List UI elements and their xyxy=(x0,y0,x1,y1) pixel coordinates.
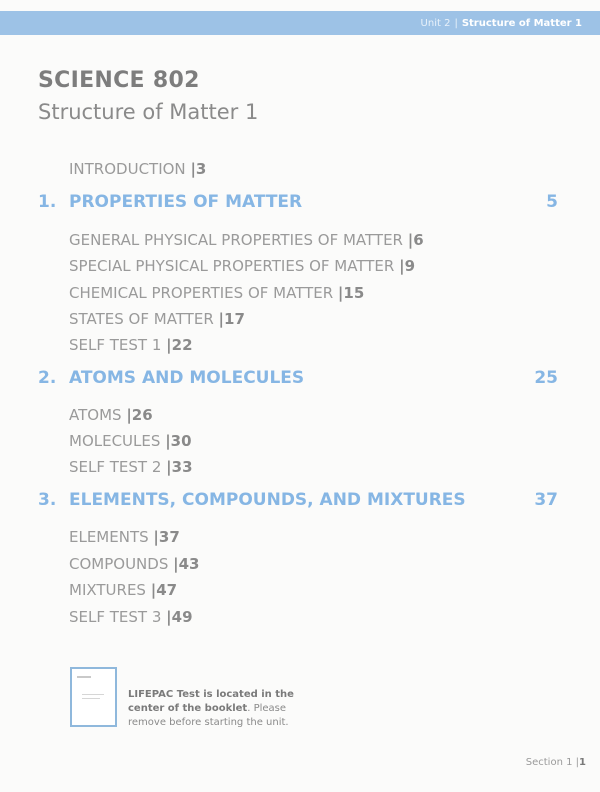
toc-entry[interactable] xyxy=(69,310,245,328)
toc-entry-label: MIXTURES xyxy=(69,581,146,599)
toc-entry-label: SELF TEST 1 xyxy=(69,336,162,354)
header-bar xyxy=(0,11,600,35)
toc-entry-page: |49 xyxy=(166,608,193,626)
toc-entry[interactable] xyxy=(69,336,193,354)
toc-entry-page: |43 xyxy=(173,555,200,573)
section-number: 1. xyxy=(38,192,57,212)
section-title: ELEMENTS, COMPOUNDS, AND MIXTURES xyxy=(69,490,466,510)
toc-entry-label: SELF TEST 2 xyxy=(69,458,162,476)
document-subtitle: Structure of Matter 1 xyxy=(38,100,259,124)
note-text: . Please remove before starting the unit. xyxy=(128,703,289,728)
toc-entry[interactable] xyxy=(69,231,424,249)
booklet-text-line xyxy=(82,694,104,695)
toc-entry[interactable] xyxy=(69,432,192,450)
header-separator: | xyxy=(454,17,458,29)
note-bold-text: LIFEPAC Test is located in the center of the booklet xyxy=(128,689,294,714)
section-title: PROPERTIES OF MATTER xyxy=(69,192,303,212)
page-footer xyxy=(526,757,586,768)
section-title: ATOMS AND MOLECULES xyxy=(69,368,305,388)
section-page: 37 xyxy=(534,490,558,510)
document-title: SCIENCE 802 xyxy=(38,68,200,93)
test-booklet-icon xyxy=(70,667,117,727)
toc-entry-page: |3 xyxy=(190,160,207,178)
toc-entry-label: SPECIAL PHYSICAL PROPERTIES OF MATTER xyxy=(69,257,395,275)
toc-entry-label: MOLECULES xyxy=(69,432,161,450)
section-page: 5 xyxy=(546,192,558,212)
section-number: 3. xyxy=(38,490,57,510)
toc-entry-label: ATOMS xyxy=(69,406,122,424)
booklet-text-line xyxy=(82,698,100,699)
header-unit: Unit 2 xyxy=(420,17,451,29)
toc-entry-label: STATES OF MATTER xyxy=(69,310,214,328)
toc-entry[interactable] xyxy=(69,581,177,599)
lifepac-test-note xyxy=(128,688,308,730)
toc-section-3[interactable] xyxy=(38,490,558,510)
toc-entry[interactable] xyxy=(69,458,193,476)
toc-entry-introduction[interactable] xyxy=(69,160,206,178)
toc-entry-label: ELEMENTS xyxy=(69,528,149,546)
toc-entry-page: |22 xyxy=(166,336,193,354)
toc-entry-label: COMPOUNDS xyxy=(69,555,169,573)
toc-entry-page: |9 xyxy=(399,257,416,275)
footer-separator: | xyxy=(575,757,580,768)
booklet-title-line xyxy=(77,676,91,678)
toc-entry-page: |30 xyxy=(165,432,192,450)
toc-entry-page: |33 xyxy=(166,458,193,476)
toc-entry-page: |6 xyxy=(407,231,424,249)
toc-entry-label: INTRODUCTION xyxy=(69,160,186,178)
toc-entry-page: |26 xyxy=(126,406,153,424)
section-number: 2. xyxy=(38,368,57,388)
footer-page-number: 1 xyxy=(579,757,586,768)
toc-section-2[interactable] xyxy=(38,368,558,388)
footer-section: Section 1 xyxy=(525,757,573,768)
header-title: Structure of Matter 1 xyxy=(461,17,582,29)
toc-entry[interactable] xyxy=(69,257,415,275)
toc-entry[interactable] xyxy=(69,284,364,302)
section-page: 25 xyxy=(534,368,558,388)
toc-entry-label: SELF TEST 3 xyxy=(69,608,162,626)
toc-entry-label: GENERAL PHYSICAL PROPERTIES OF MATTER xyxy=(69,231,403,249)
toc-entry[interactable] xyxy=(69,608,193,626)
toc-entry-page: |17 xyxy=(218,310,245,328)
toc-entry[interactable] xyxy=(69,555,200,573)
toc-entry-page: |15 xyxy=(337,284,365,302)
toc-entry-page: |47 xyxy=(150,581,178,599)
toc-entry-label: CHEMICAL PROPERTIES OF MATTER xyxy=(69,284,334,302)
toc-section-1[interactable] xyxy=(38,192,558,212)
toc-entry-page: |37 xyxy=(153,528,180,546)
toc-entry[interactable] xyxy=(69,528,180,546)
toc-entry[interactable] xyxy=(69,406,153,424)
